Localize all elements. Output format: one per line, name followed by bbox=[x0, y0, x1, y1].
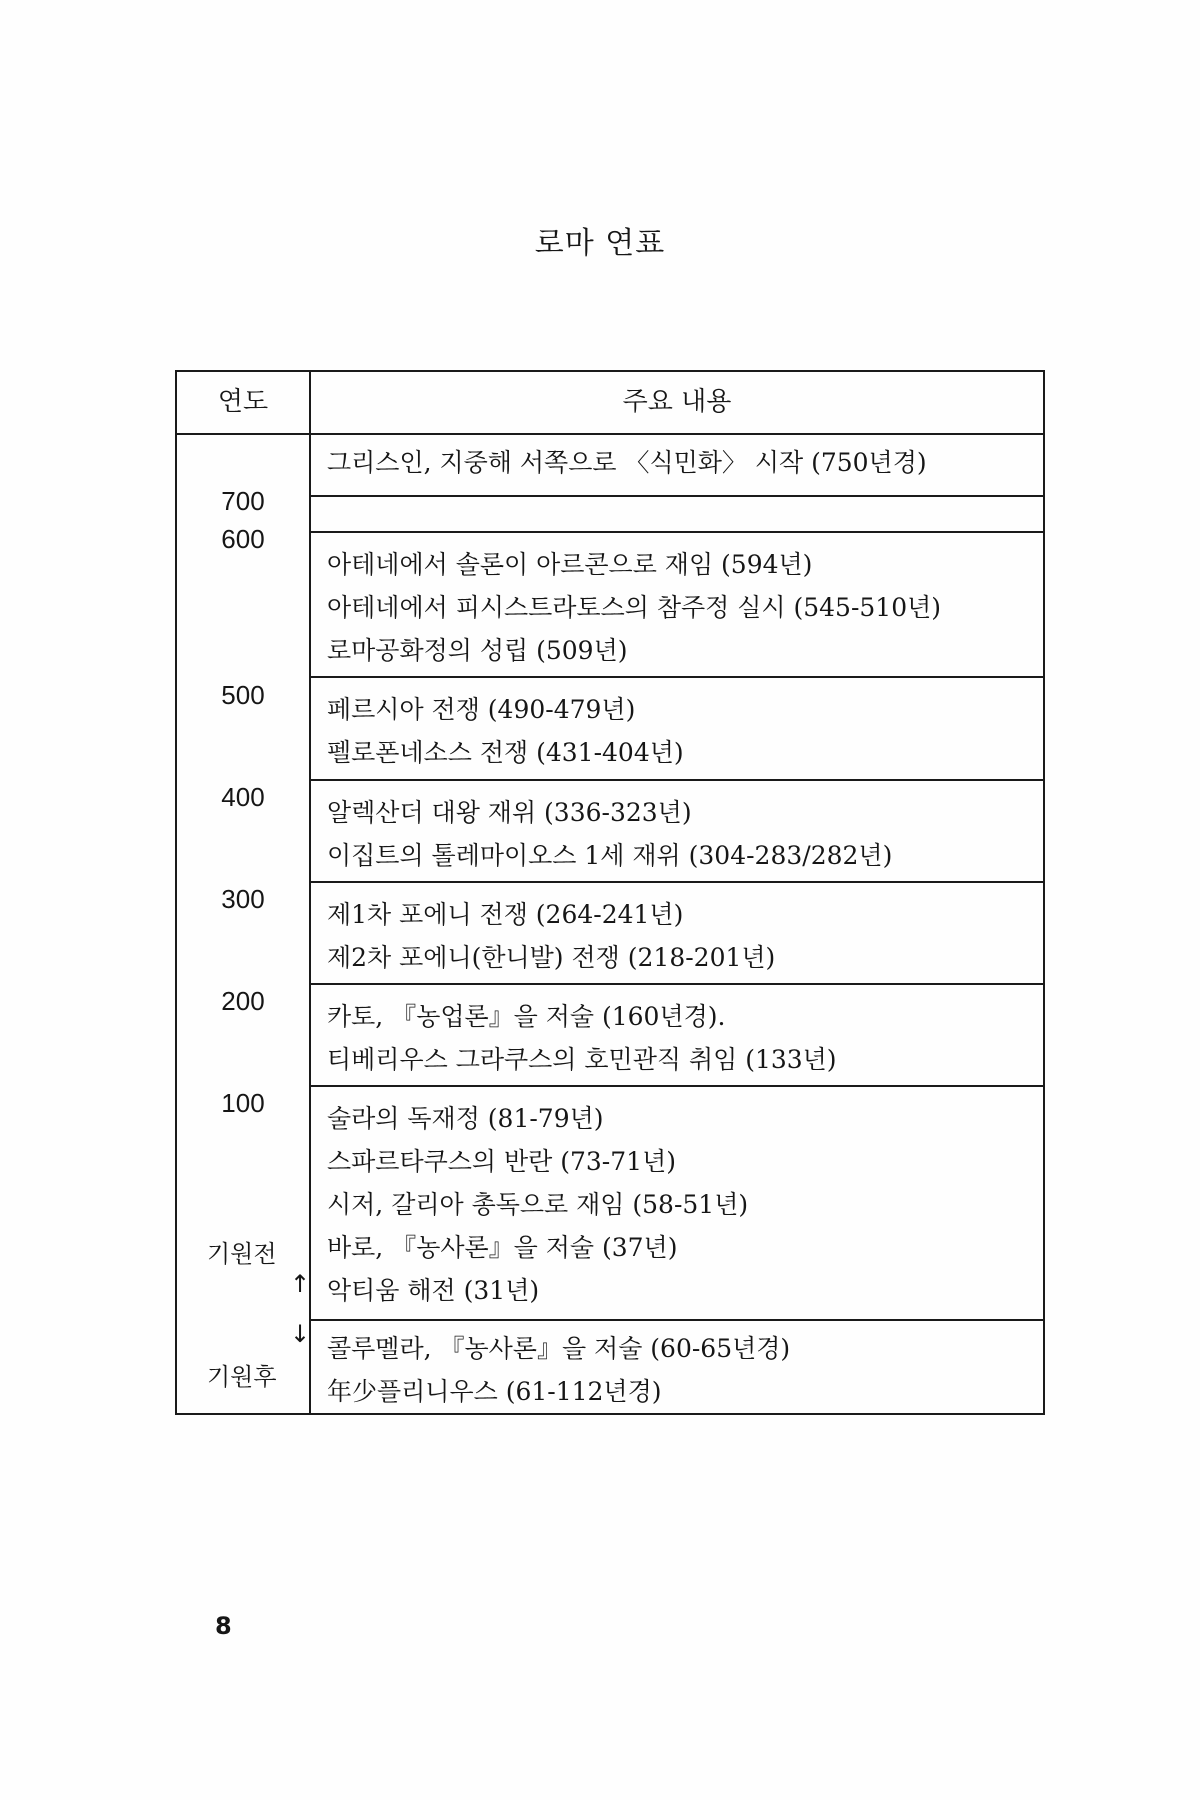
event-group bbox=[311, 1319, 1043, 1413]
event-group bbox=[311, 779, 1043, 881]
event-line: 카토, 『농업론』을 저술 (160년경). bbox=[327, 1002, 726, 1031]
event-group bbox=[311, 676, 1043, 779]
event-group bbox=[311, 433, 1043, 495]
event-line: 펠로폰네소스 전쟁 (431-404년) bbox=[327, 738, 684, 767]
year-label-300: 300 bbox=[221, 884, 265, 914]
event-group bbox=[311, 531, 1043, 676]
event-line: 그리스인, 지중해 서쪽으로 〈식민화〉 시작 (750년경) bbox=[327, 448, 927, 477]
event-group bbox=[311, 1085, 1043, 1319]
event-line: 페르시아 전쟁 (490-479년) bbox=[327, 695, 636, 724]
event-group-blank bbox=[311, 495, 1043, 531]
event-line: 술라의 독재정 (81-79년) bbox=[327, 1104, 604, 1133]
table-header-row bbox=[177, 372, 1043, 435]
year-label-500: 500 bbox=[221, 680, 265, 710]
arrow-up-icon: ↑ bbox=[290, 1270, 311, 1298]
event-group bbox=[311, 983, 1043, 1085]
page-title: 로마 연표 bbox=[534, 226, 666, 261]
event-line: 바로, 『농사론』을 저술 (37년) bbox=[327, 1233, 678, 1262]
year-label-200: 200 bbox=[221, 986, 265, 1016]
year-label-400: 400 bbox=[221, 782, 265, 812]
year-label-600: 600 bbox=[221, 524, 265, 554]
event-line: 알렉산더 대왕 재위 (336-323년) bbox=[327, 798, 692, 827]
event-line: 콜루멜라, 『농사론』을 저술 (60-65년경) bbox=[327, 1334, 791, 1363]
event-line: 제1차 포에니 전쟁 (264-241년) bbox=[327, 900, 684, 929]
event-line: 제2차 포에니(한니발) 전쟁 (218-201년) bbox=[327, 943, 776, 972]
event-line: 로마공화정의 성립 (509년) bbox=[327, 636, 628, 665]
era-label-ad: 기원후 bbox=[207, 1363, 277, 1391]
arrow-down-icon: ↓ bbox=[290, 1320, 311, 1348]
year-label-700: 700 bbox=[221, 486, 265, 516]
event-line: 年少플리니우스 (61-112년경) bbox=[327, 1377, 662, 1406]
event-line: 티베리우스 그라쿠스의 호민관직 취임 (133년) bbox=[327, 1045, 837, 1074]
chronology-table bbox=[175, 370, 1045, 1415]
page-number: 8 bbox=[215, 1612, 232, 1640]
header-year: 연도 bbox=[217, 387, 269, 417]
header-content: 주요 내용 bbox=[622, 387, 732, 417]
year-label-100: 100 bbox=[221, 1088, 265, 1118]
event-line: 아테네에서 피시스트라토스의 참주정 실시 (545-510년) bbox=[327, 593, 942, 622]
event-group bbox=[311, 881, 1043, 983]
event-line: 시저, 갈리아 총독으로 재임 (58-51년) bbox=[327, 1190, 749, 1219]
era-label-bc: 기원전 bbox=[207, 1240, 277, 1268]
event-line: 악티움 해전 (31년) bbox=[327, 1276, 540, 1305]
event-line: 스파르타쿠스의 반란 (73-71년) bbox=[327, 1147, 676, 1176]
event-line: 이집트의 톨레마이오스 1세 재위 (304-283/282년) bbox=[327, 841, 893, 870]
event-line: 아테네에서 솔론이 아르콘으로 재임 (594년) bbox=[327, 550, 813, 579]
